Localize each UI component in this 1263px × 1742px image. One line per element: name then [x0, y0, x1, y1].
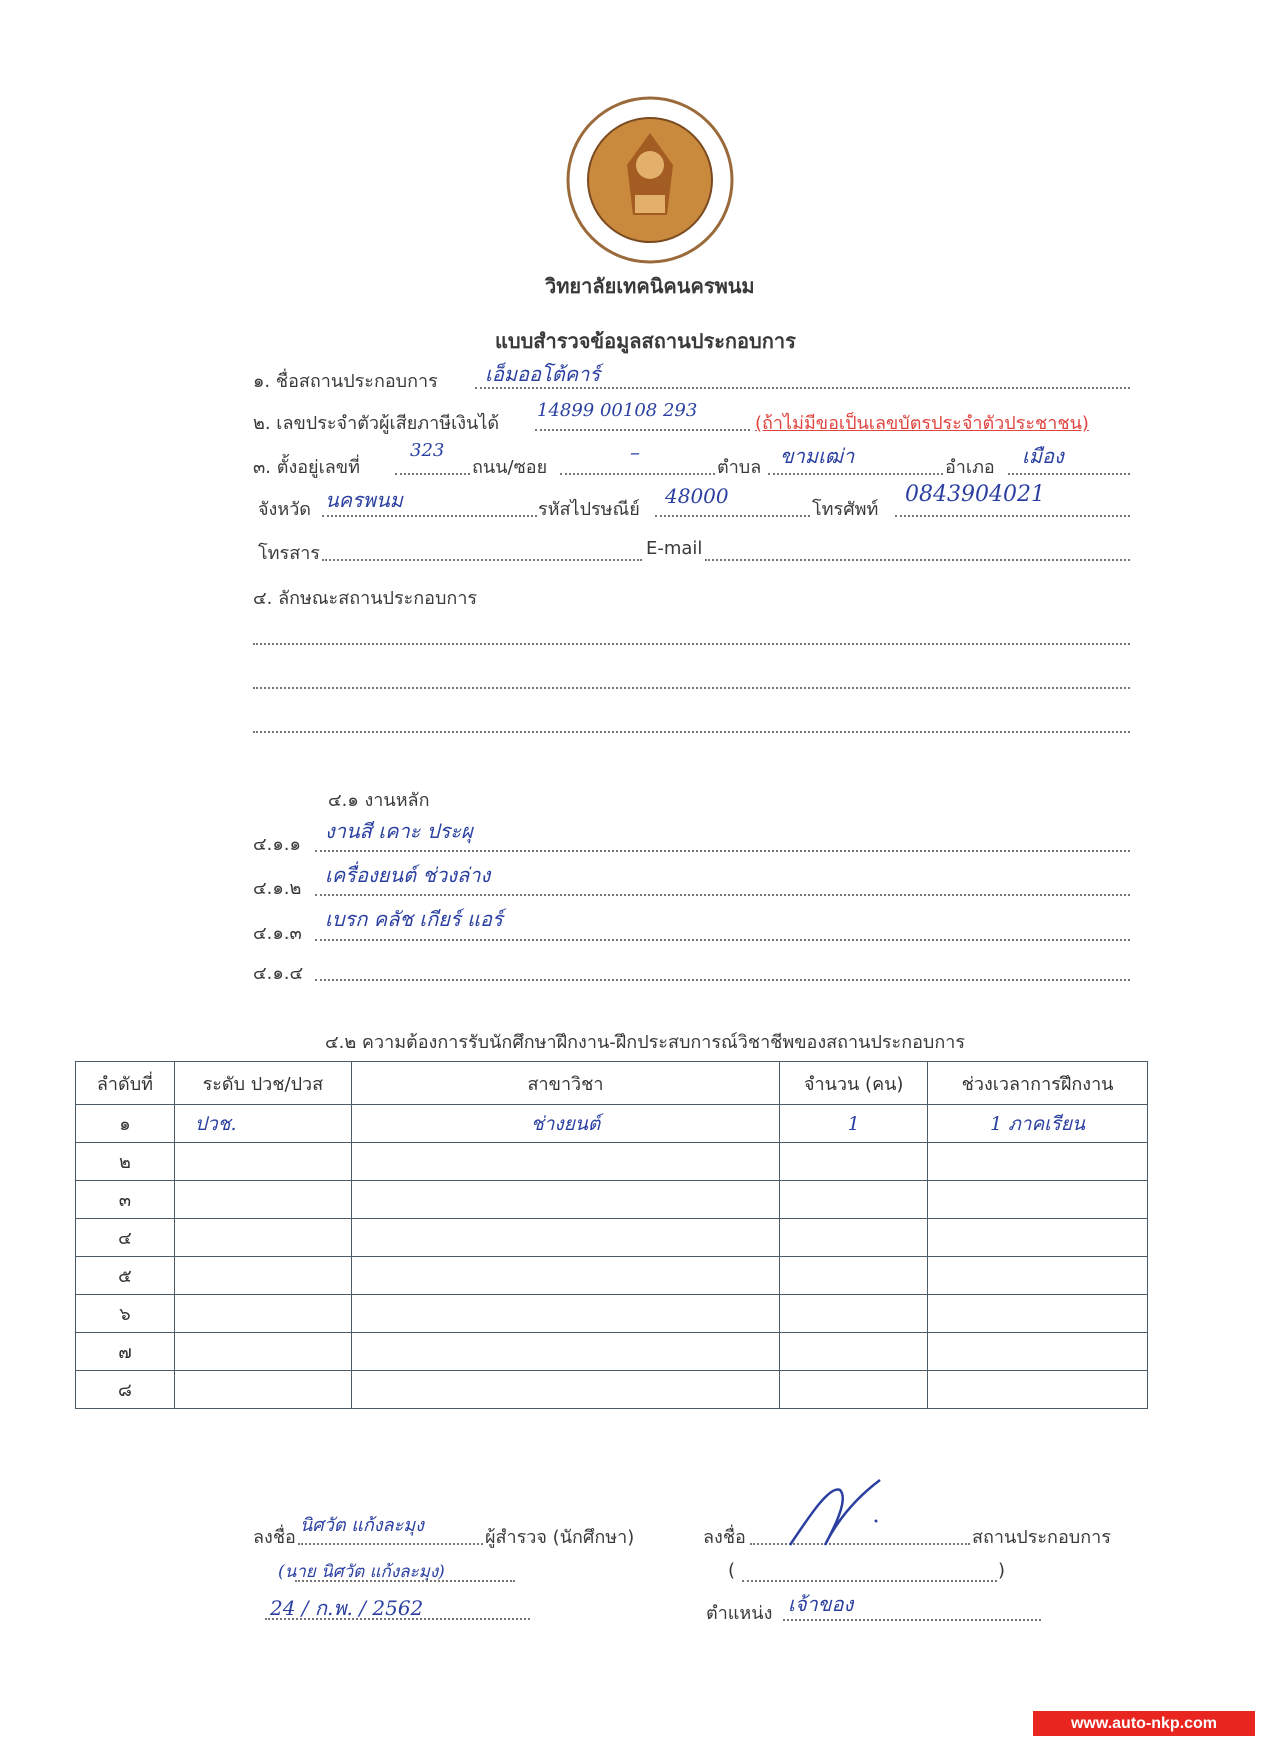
col-header: ลำดับที่	[76, 1062, 175, 1105]
province-value[interactable]: นครพนม	[325, 488, 403, 512]
main-work-value-1[interactable]: งานสี เคาะ ประผุ	[325, 819, 473, 843]
main-work-value-2[interactable]: เครื่องยนต์ ช่วงล่าง	[325, 863, 491, 887]
table-row	[76, 1181, 1148, 1219]
main-work-label-4: ๔.๑.๔	[253, 963, 304, 984]
table-cell: ช่างยนต์	[351, 1105, 780, 1143]
table-cell	[174, 1257, 351, 1295]
company-signature	[780, 1475, 900, 1550]
tambon-value[interactable]: ขามเฒ่า	[780, 444, 855, 468]
tambon-label: ตำบล	[717, 457, 762, 478]
table-cell	[928, 1257, 1148, 1295]
needs-title: ๔.๒ ความต้องการรับนักศึกษาฝึกงาน-ฝึกประสบการณ์วิชาชีพของสถานประกอบการ	[325, 1032, 966, 1053]
surveyor-name: (นาย นิศวัต แก้งละมุง)	[278, 1562, 445, 1582]
internship-needs-table	[75, 1061, 1148, 1409]
province-label: จังหวัด	[258, 499, 311, 520]
fax-label: โทรสาร	[258, 543, 320, 564]
phone-label: โทรศัพท์	[812, 499, 879, 520]
table-cell	[351, 1333, 780, 1371]
form-title: แบบสำรวจข้อมูลสถานประกอบการ	[495, 329, 796, 353]
table-cell: ๖	[76, 1295, 175, 1333]
table-cell	[351, 1181, 780, 1219]
zip-label: รหัสไปรษณีย์	[538, 499, 640, 520]
college-name: วิทยาลัยเทคนิคนครพนม	[545, 274, 755, 298]
table-cell	[174, 1295, 351, 1333]
table-row	[76, 1333, 1148, 1371]
table-cell: 1 ภาคเรียน	[928, 1105, 1148, 1143]
taxid-note: (ถ้าไม่มีขอเป็นเลขบัตรประจำตัวประชาชน)	[755, 413, 1089, 434]
table-cell	[351, 1143, 780, 1181]
position-value: เจ้าของ	[788, 1592, 854, 1616]
amphoe-label: อำเภอ	[945, 457, 995, 478]
table-cell	[780, 1143, 928, 1181]
amphoe-value[interactable]: เมือง	[1022, 444, 1064, 468]
table-header-row	[76, 1062, 1148, 1105]
position-label: ตำแหน่ง	[706, 1603, 773, 1624]
surveyor-signature: นิศวัต แก้งละมุง	[300, 1515, 424, 1536]
table-cell	[928, 1143, 1148, 1181]
table-cell: ๗	[76, 1333, 175, 1371]
table-cell: 1	[780, 1105, 928, 1143]
main-work-value-3[interactable]: เบรก คลัช เกียร์ แอร์	[325, 907, 503, 931]
company-sign-label: ลงชื่อ	[703, 1527, 746, 1548]
table-row	[76, 1219, 1148, 1257]
table-row	[76, 1143, 1148, 1181]
company-name-open: (	[728, 1560, 736, 1581]
company-name-close: )	[998, 1560, 1006, 1581]
table-cell	[928, 1333, 1148, 1371]
table-row	[76, 1371, 1148, 1409]
table-cell	[174, 1181, 351, 1219]
table-row	[76, 1105, 1148, 1143]
watermark: www.auto-nkp.com	[1033, 1711, 1255, 1736]
col-header: จำนวน (คน)	[780, 1062, 928, 1105]
main-work-label-1: ๔.๑.๑	[253, 834, 301, 855]
table-cell	[351, 1295, 780, 1333]
taxid-value[interactable]: 14899 00108 293	[537, 400, 698, 421]
company-role: สถานประกอบการ	[972, 1527, 1111, 1548]
surveyor-sign-label: ลงชื่อ	[253, 1527, 296, 1548]
email-label: E-mail	[646, 538, 703, 559]
phone-value[interactable]: 0843904021	[905, 482, 1045, 507]
company-name-value[interactable]: เอ็มออโต้คาร์	[485, 362, 601, 386]
table-cell	[928, 1295, 1148, 1333]
table-cell	[174, 1143, 351, 1181]
house-no-value[interactable]: 323	[410, 440, 445, 461]
table-cell: ๓	[76, 1181, 175, 1219]
col-header: ระดับ ปวช/ปวส	[174, 1062, 351, 1105]
road-label: ถนน/ซอย	[472, 457, 548, 478]
table-cell	[351, 1371, 780, 1409]
table-cell	[928, 1371, 1148, 1409]
table-cell	[928, 1181, 1148, 1219]
table-cell: ๔	[76, 1219, 175, 1257]
survey-date: 24 / ก.พ. / 2562	[270, 1596, 424, 1620]
table-cell	[928, 1219, 1148, 1257]
col-header: ช่วงเวลาการฝึกงาน	[928, 1062, 1148, 1105]
col-header: สาขาวิชา	[351, 1062, 780, 1105]
table-cell	[351, 1257, 780, 1295]
road-value[interactable]: –	[630, 440, 640, 464]
table-cell: ปวช.	[174, 1105, 351, 1143]
table-cell	[174, 1371, 351, 1409]
main-work-label-3: ๔.๑.๓	[253, 923, 302, 944]
table-cell: ๑	[76, 1105, 175, 1143]
table-cell: ๒	[76, 1143, 175, 1181]
surveyor-role: ผู้สำรวจ (นักศึกษา)	[485, 1527, 635, 1548]
table-cell	[780, 1371, 928, 1409]
zip-value[interactable]: 48000	[665, 484, 729, 508]
table-cell	[780, 1181, 928, 1219]
table-cell	[780, 1333, 928, 1371]
field-label-business-type: ๔. ลักษณะสถานประกอบการ	[253, 588, 478, 609]
table-cell	[780, 1257, 928, 1295]
field-label-address: ๓. ตั้งอยู่เลขที่	[253, 457, 360, 478]
table-cell	[351, 1219, 780, 1257]
table-cell	[174, 1333, 351, 1371]
table-cell: ๘	[76, 1371, 175, 1409]
main-work-title: ๔.๑ งานหลัก	[328, 790, 430, 811]
table-cell: ๕	[76, 1257, 175, 1295]
table-cell	[780, 1219, 928, 1257]
table-cell	[174, 1219, 351, 1257]
main-work-label-2: ๔.๑.๒	[253, 878, 302, 899]
field-label-taxid: ๒. เลขประจำตัวผู้เสียภาษีเงินได้	[253, 413, 500, 434]
table-cell	[780, 1295, 928, 1333]
table-row	[76, 1257, 1148, 1295]
table-row	[76, 1295, 1148, 1333]
college-logo	[565, 95, 735, 265]
field-label-company: ๑. ชื่อสถานประกอบการ	[253, 371, 438, 392]
